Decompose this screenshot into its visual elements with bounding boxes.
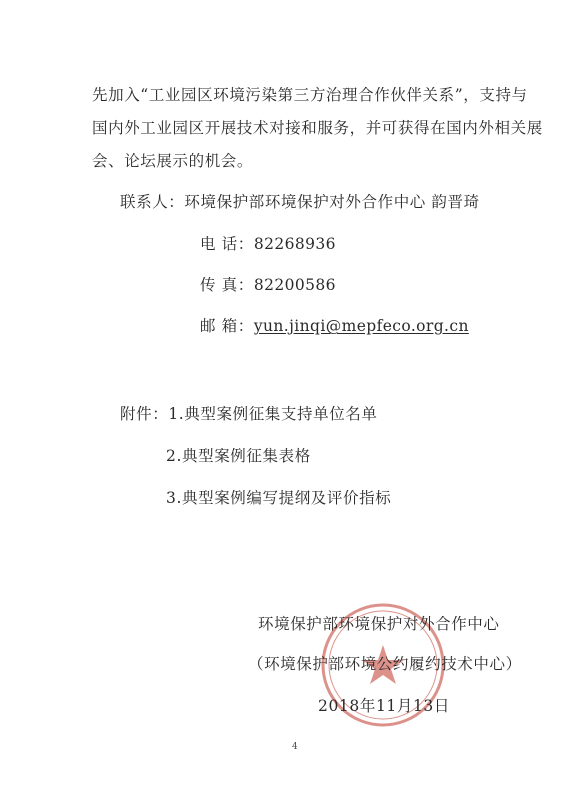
page-number: 4 <box>292 742 298 752</box>
attachment-row-1 <box>120 402 378 424</box>
signature-date: 2018年11月13日 <box>318 697 450 715</box>
attachment-item: 3.典型案例编写提纲及评价指标 <box>166 489 392 507</box>
paragraph-line-1: 先加入“工业园区环境污染第三方治理合作伙伴关系”，支持与 <box>92 86 528 104</box>
signature-organization: 环境保护部环境保护对外合作中心 <box>258 615 500 633</box>
attachment-item: 2.典型案例征集表格 <box>166 447 311 465</box>
fax-row <box>200 273 336 295</box>
attachment-item: 1.典型案例征集支持单位名单 <box>168 405 378 423</box>
fax-value: 82200586 <box>253 276 336 294</box>
email-link[interactable]: yun.jinqi@mepfeco.org.cn <box>253 317 469 335</box>
contact-person: 联系人：环境保护部环境保护对外合作中心 韵晋琦 <box>120 193 480 211</box>
phone-value: 82268936 <box>253 235 336 253</box>
phone-row <box>200 232 336 254</box>
fax-label: 传 真： <box>200 276 254 294</box>
attachments-label: 附件： <box>120 405 169 423</box>
paragraph-line-3: 会、论坛展示的机会。 <box>92 152 254 170</box>
email-row <box>200 314 469 336</box>
email-label: 邮 箱： <box>200 317 254 335</box>
paragraph-line-2: 国内外工业园区开展技术对接和服务，并可获得在国内外相关展 <box>92 119 543 137</box>
signature-sub-organization: （环境保护部环境公约履约技术中心） <box>248 655 522 673</box>
phone-label: 电 话： <box>200 235 254 253</box>
